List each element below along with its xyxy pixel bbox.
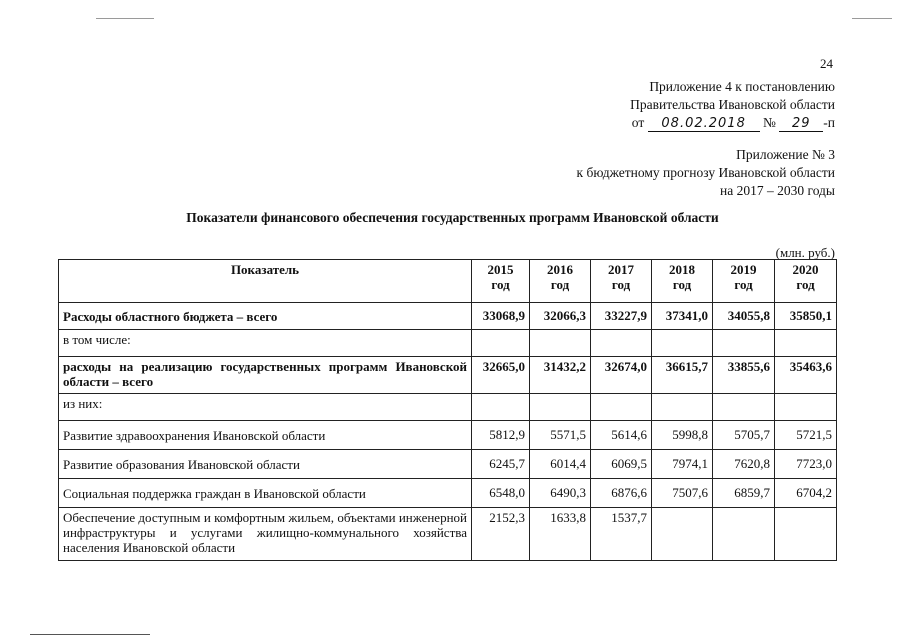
header-indicator: Показатель bbox=[59, 260, 472, 303]
value-cell: 2152,3 bbox=[472, 508, 530, 561]
value-cell: 35850,1 bbox=[775, 303, 837, 330]
value-cell bbox=[713, 330, 775, 357]
value-cell bbox=[530, 330, 591, 357]
value-cell: 31432,2 bbox=[530, 357, 591, 394]
sub-appendix-line-1: Приложение № 3 bbox=[736, 147, 835, 162]
sub-appendix-line-3: на 2017 – 2030 годы bbox=[720, 183, 835, 198]
table-row bbox=[59, 394, 837, 421]
document-title: Показатели финансового обеспечения государственных программ Ивановской области bbox=[186, 210, 719, 225]
value-cell: 5614,6 bbox=[591, 421, 652, 450]
value-cell: 7507,6 bbox=[652, 479, 713, 508]
value-cell: 5705,7 bbox=[713, 421, 775, 450]
indicator-cell: Развитие образования Ивановской области bbox=[59, 450, 472, 479]
indicator-cell: Развитие здравоохранения Ивановской области bbox=[59, 421, 472, 450]
value-cell: 6859,7 bbox=[713, 479, 775, 508]
indicator-cell: Обеспечение доступным и комфортным жильем, объектами инженерной инфраструктуры и услугами жилищно-коммунального хозяйства населения Ивановской области bbox=[59, 508, 472, 561]
value-cell bbox=[530, 394, 591, 421]
header-year: 2018 год bbox=[652, 260, 713, 303]
sub-appendix-line-2: к бюджетному прогнозу Ивановской области bbox=[576, 165, 835, 180]
header-year: 2015 год bbox=[472, 260, 530, 303]
value-cell bbox=[472, 394, 530, 421]
value-cell: 6069,5 bbox=[591, 450, 652, 479]
value-cell: 7723,0 bbox=[775, 450, 837, 479]
value-cell bbox=[652, 330, 713, 357]
value-cell: 34055,8 bbox=[713, 303, 775, 330]
value-cell bbox=[472, 330, 530, 357]
table-row bbox=[59, 330, 837, 357]
value-cell: 33227,9 bbox=[591, 303, 652, 330]
from-label: от bbox=[631, 115, 645, 130]
page-number: 24 bbox=[820, 56, 833, 71]
table-row bbox=[59, 421, 837, 450]
budget-table bbox=[58, 259, 837, 561]
value-cell bbox=[713, 508, 775, 561]
value-cell: 7620,8 bbox=[713, 450, 775, 479]
value-cell bbox=[775, 394, 837, 421]
value-cell: 5998,8 bbox=[652, 421, 713, 450]
value-cell: 7974,1 bbox=[652, 450, 713, 479]
indicator-cell: Социальная поддержка граждан в Ивановской области bbox=[59, 479, 472, 508]
scan-speck bbox=[30, 634, 150, 635]
value-cell: 5571,5 bbox=[530, 421, 591, 450]
indicator-cell: в том числе: bbox=[59, 330, 472, 357]
value-cell: 32665,0 bbox=[472, 357, 530, 394]
header-year: 2020 год bbox=[775, 260, 837, 303]
value-cell bbox=[775, 330, 837, 357]
decree-date: 08.02.2018 bbox=[648, 117, 760, 132]
table-row bbox=[59, 450, 837, 479]
value-cell: 33068,9 bbox=[472, 303, 530, 330]
table-row bbox=[59, 508, 837, 561]
appendix-line-1: Приложение 4 к постановлению bbox=[649, 79, 835, 94]
value-cell: 1633,8 bbox=[530, 508, 591, 561]
value-cell: 37341,0 bbox=[652, 303, 713, 330]
appendix-block bbox=[630, 78, 835, 132]
value-cell: 36615,7 bbox=[652, 357, 713, 394]
value-cell bbox=[713, 394, 775, 421]
indicator-cell: расходы на реализацию государственных программ Ивановской области – всего bbox=[59, 357, 472, 394]
indicator-cell: Расходы областного бюджета – всего bbox=[59, 303, 472, 330]
value-cell bbox=[652, 394, 713, 421]
table-row bbox=[59, 479, 837, 508]
value-cell bbox=[591, 394, 652, 421]
number-label: № bbox=[763, 115, 776, 130]
decree-number: 29 bbox=[779, 117, 823, 132]
header-year: 2019 год bbox=[713, 260, 775, 303]
number-suffix: -п bbox=[823, 115, 835, 130]
value-cell: 1537,7 bbox=[591, 508, 652, 561]
appendix-date-line bbox=[630, 114, 835, 132]
value-cell: 32674,0 bbox=[591, 357, 652, 394]
scan-speck bbox=[852, 18, 892, 19]
value-cell: 6245,7 bbox=[472, 450, 530, 479]
value-cell: 32066,3 bbox=[530, 303, 591, 330]
appendix-line-2: Правительства Ивановской области bbox=[630, 97, 835, 112]
sub-appendix-block bbox=[577, 146, 835, 200]
value-cell bbox=[591, 330, 652, 357]
table-row bbox=[59, 357, 837, 394]
value-cell: 6014,4 bbox=[530, 450, 591, 479]
value-cell: 6548,0 bbox=[472, 479, 530, 508]
value-cell bbox=[652, 508, 713, 561]
value-cell: 35463,6 bbox=[775, 357, 837, 394]
value-cell: 6490,3 bbox=[530, 479, 591, 508]
value-cell: 33855,6 bbox=[713, 357, 775, 394]
scan-speck bbox=[96, 18, 154, 19]
value-cell: 6704,2 bbox=[775, 479, 837, 508]
value-cell: 6876,6 bbox=[591, 479, 652, 508]
unit-label: (млн. руб.) bbox=[775, 245, 835, 260]
indicator-cell: из них: bbox=[59, 394, 472, 421]
header-year: 2017 год bbox=[591, 260, 652, 303]
header-year: 2016 год bbox=[530, 260, 591, 303]
value-cell bbox=[775, 508, 837, 561]
value-cell: 5812,9 bbox=[472, 421, 530, 450]
table-row bbox=[59, 303, 837, 330]
value-cell: 5721,5 bbox=[775, 421, 837, 450]
table-header-row bbox=[59, 260, 837, 303]
